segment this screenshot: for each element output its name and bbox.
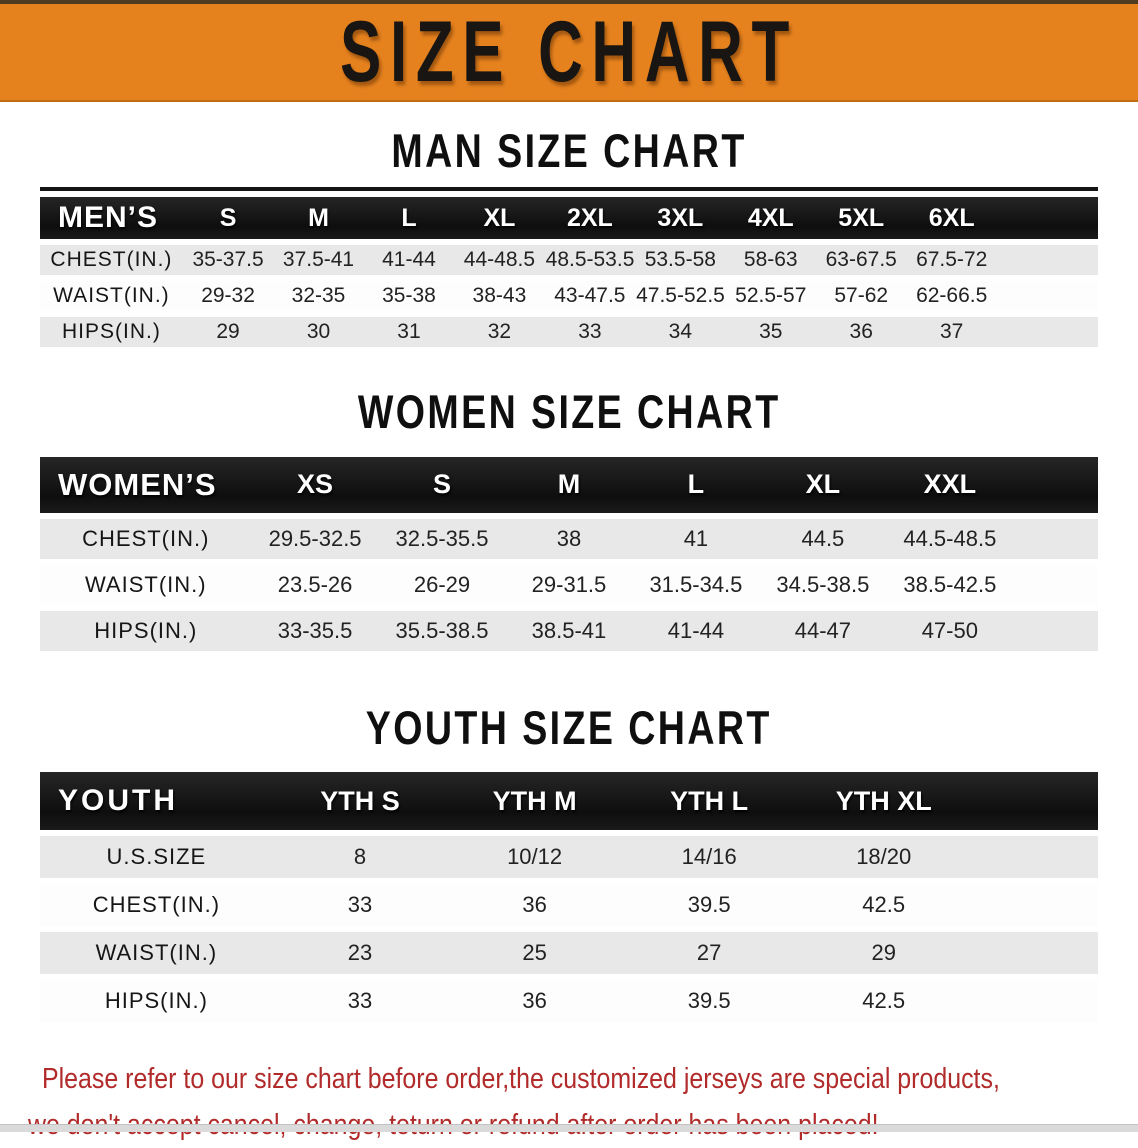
row-label: CHEST(IN.) [40, 245, 183, 275]
size-cell-filler [971, 884, 1098, 926]
size-cell: 33 [545, 317, 635, 347]
size-cell: 62-66.5 [906, 281, 996, 311]
size-cell: 44.5 [759, 519, 886, 559]
size-cell: 58-63 [726, 245, 816, 275]
table-row [40, 519, 1098, 559]
size-section-women [0, 387, 1138, 656]
size-sections [0, 126, 1138, 1028]
size-cell: 44-48.5 [454, 245, 544, 275]
size-cell: 41 [632, 519, 759, 559]
row-label: U.S.SIZE [40, 836, 273, 878]
table-header-row [40, 197, 1098, 239]
size-cell-filler [997, 281, 1098, 311]
column-header: YTH L [622, 772, 797, 830]
row-label: HIPS(IN.) [40, 317, 183, 347]
size-cell: 26-29 [379, 565, 506, 605]
size-cell: 27 [622, 932, 797, 974]
size-cell: 32-35 [273, 281, 363, 311]
size-cell: 38 [506, 519, 633, 559]
size-cell: 57-62 [816, 281, 906, 311]
table-row [40, 281, 1098, 311]
column-header: M [273, 197, 363, 239]
row-label: HIPS(IN.) [40, 980, 273, 1022]
row-label: CHEST(IN.) [40, 519, 252, 559]
table-row [40, 980, 1098, 1022]
size-table [40, 187, 1098, 353]
size-cell: 63-67.5 [816, 245, 906, 275]
row-label: WAIST(IN.) [40, 281, 183, 311]
column-header: 5XL [816, 197, 906, 239]
row-label: CHEST(IN.) [40, 884, 273, 926]
column-header: XL [454, 197, 544, 239]
size-cell: 38.5-41 [506, 611, 633, 651]
size-cell: 37.5-41 [273, 245, 363, 275]
column-header: 2XL [545, 197, 635, 239]
page-title: SIZE CHART [340, 4, 798, 100]
size-cell: 30 [273, 317, 363, 347]
column-header: YTH M [447, 772, 622, 830]
column-header: S [183, 197, 273, 239]
size-cell: 36 [447, 884, 622, 926]
size-section-youth [0, 700, 1138, 1028]
banner [0, 0, 1138, 102]
size-cell: 38-43 [454, 281, 544, 311]
column-header: 6XL [906, 197, 996, 239]
size-cell: 44-47 [759, 611, 886, 651]
column-header: XL [759, 457, 886, 513]
size-cell: 33 [273, 884, 448, 926]
size-cell: 41-44 [632, 611, 759, 651]
size-cell-filler [1013, 611, 1098, 651]
size-table [40, 451, 1098, 657]
size-cell: 48.5-53.5 [545, 245, 635, 275]
size-cell: 34.5-38.5 [759, 565, 886, 605]
size-cell-filler [971, 932, 1098, 974]
disclaimer [28, 1056, 1138, 1148]
column-header: L [632, 457, 759, 513]
size-cell: 43-47.5 [545, 281, 635, 311]
size-cell: 39.5 [622, 884, 797, 926]
size-table [40, 766, 1098, 1028]
size-cell: 23.5-26 [252, 565, 379, 605]
size-cell: 42.5 [796, 980, 971, 1022]
size-cell: 52.5-57 [726, 281, 816, 311]
size-cell: 31.5-34.5 [632, 565, 759, 605]
section-title-text: WOMEN SIZE CHART [357, 385, 781, 439]
column-header: YTH XL [796, 772, 971, 830]
size-cell-filler [997, 317, 1098, 347]
size-cell: 35-38 [364, 281, 454, 311]
size-cell: 8 [273, 836, 448, 878]
size-cell: 36 [447, 980, 622, 1022]
size-cell: 25 [447, 932, 622, 974]
column-header: L [364, 197, 454, 239]
size-cell: 42.5 [796, 884, 971, 926]
column-header: 4XL [726, 197, 816, 239]
size-cell: 29-31.5 [506, 565, 633, 605]
size-cell: 35 [726, 317, 816, 347]
size-cell: 38.5-42.5 [886, 565, 1013, 605]
size-cell: 32.5-35.5 [379, 519, 506, 559]
size-cell: 18/20 [796, 836, 971, 878]
group-label: YOUTH [40, 772, 273, 830]
size-cell: 10/12 [447, 836, 622, 878]
table-row [40, 836, 1098, 878]
row-label: WAIST(IN.) [40, 932, 273, 974]
size-cell: 31 [364, 317, 454, 347]
section-title-text: MAN SIZE CHART [391, 124, 747, 177]
size-cell-filler [997, 245, 1098, 275]
column-header: XS [252, 457, 379, 513]
size-cell: 39.5 [622, 980, 797, 1022]
table-row [40, 932, 1098, 974]
size-cell: 29 [183, 317, 273, 347]
group-label: MEN’S [40, 197, 183, 239]
size-cell: 47-50 [886, 611, 1013, 651]
size-cell: 37 [906, 317, 996, 347]
size-cell: 47.5-52.5 [635, 281, 725, 311]
size-cell: 33-35.5 [252, 611, 379, 651]
size-cell-filler [971, 980, 1098, 1022]
size-cell: 29-32 [183, 281, 273, 311]
group-label: WOMEN’S [40, 457, 252, 513]
table-header-row [40, 457, 1098, 513]
section-title [0, 385, 1138, 439]
table-row [40, 884, 1098, 926]
size-cell: 34 [635, 317, 725, 347]
size-cell: 14/16 [622, 836, 797, 878]
column-header: S [379, 457, 506, 513]
size-cell-filler [1013, 519, 1098, 559]
size-cell: 35.5-38.5 [379, 611, 506, 651]
size-cell: 29 [796, 932, 971, 974]
column-header-filler [997, 197, 1098, 239]
table-row [40, 611, 1098, 651]
column-header: M [506, 457, 633, 513]
size-cell: 67.5-72 [906, 245, 996, 275]
column-header: YTH S [273, 772, 448, 830]
size-cell: 32 [454, 317, 544, 347]
table-header-row [40, 772, 1098, 830]
disclaimer-line-1: Please refer to our size chart before order,the customized jerseys are special products, [42, 1063, 1000, 1096]
table-row [40, 245, 1098, 275]
column-header: XXL [886, 457, 1013, 513]
section-title-text: YOUTH SIZE CHART [365, 700, 773, 754]
table-row [40, 565, 1098, 605]
column-header-filler [971, 772, 1098, 830]
size-cell-filler [971, 836, 1098, 878]
row-label: HIPS(IN.) [40, 611, 252, 651]
size-cell: 53.5-58 [635, 245, 725, 275]
bottom-edge-strip [0, 1124, 1138, 1132]
size-cell: 33 [273, 980, 448, 1022]
size-cell: 29.5-32.5 [252, 519, 379, 559]
size-cell: 44.5-48.5 [886, 519, 1013, 559]
table-row [40, 317, 1098, 347]
column-header: 3XL [635, 197, 725, 239]
size-cell: 36 [816, 317, 906, 347]
size-cell-filler [1013, 565, 1098, 605]
size-section-men [0, 126, 1138, 353]
size-cell: 23 [273, 932, 448, 974]
row-label: WAIST(IN.) [40, 565, 252, 605]
section-title [0, 700, 1138, 754]
size-cell: 35-37.5 [183, 245, 273, 275]
column-header-filler [1013, 457, 1098, 513]
section-title [0, 126, 1138, 175]
size-cell: 41-44 [364, 245, 454, 275]
